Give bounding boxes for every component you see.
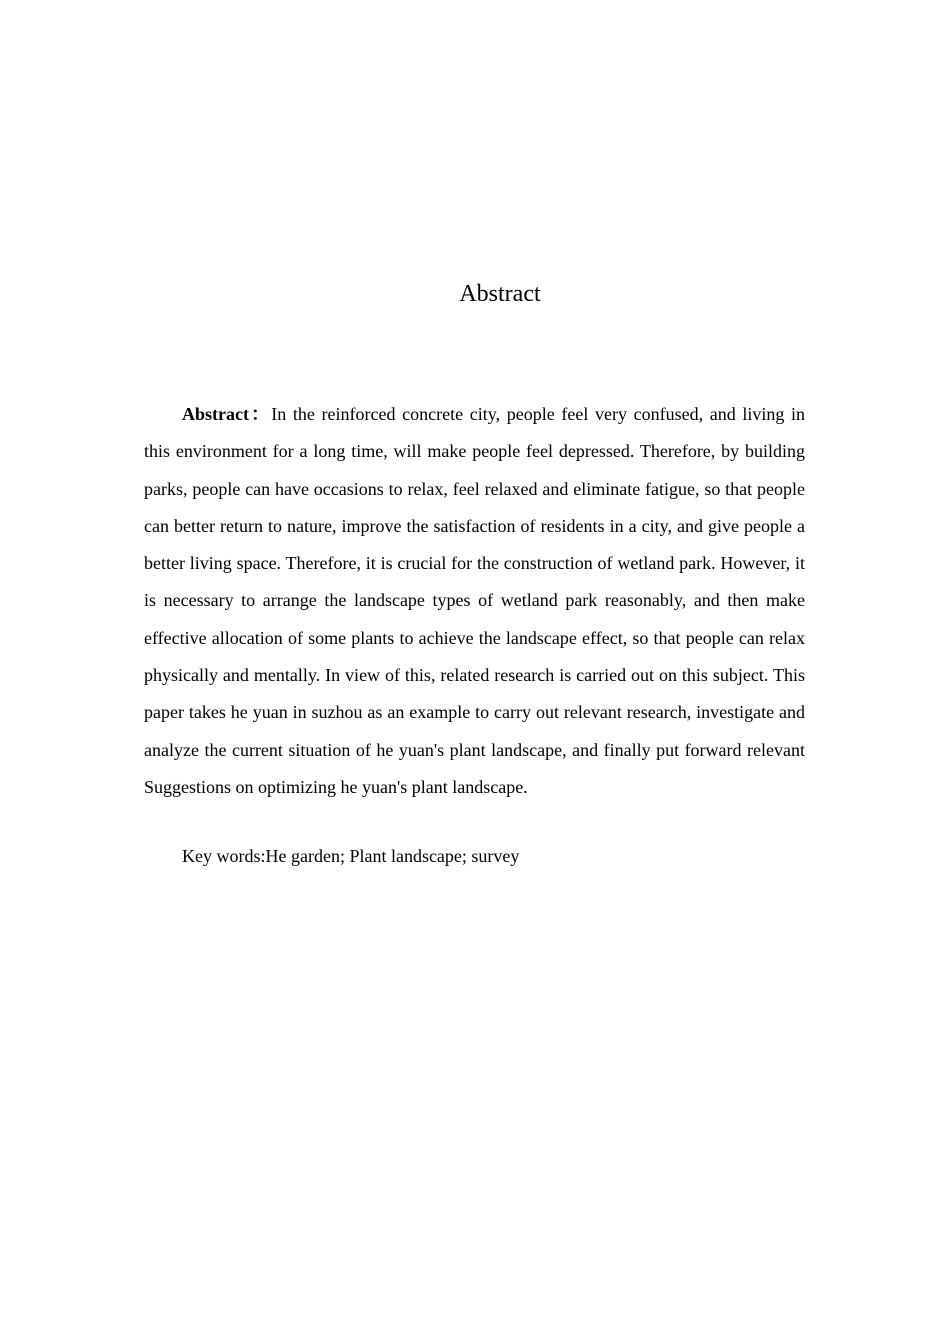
abstract-body-text: In the reinforced concrete city, people feel very confused, and living in this environment for a long time, will make people feel depressed. Therefore, by building parks, people can have occasions to relax, feel relaxed and eliminate fatigue, so that people can better return to nature, improve the satisfaction of residents in a city, and give people a better living space. Therefore, it is crucial for the construction of wetland park. However, it is necessary to arrange the landscape types of wetland park reasonably, and then make effective allocation of some plants to achieve the landscape effect, so that people can relax physically and mentally. In view of this, related research is carried out on this subject. This paper takes he yuan in suzhou as an example to carry out relevant research, investigate and analyze the current situation of he yuan's plant landscape, and finally put forward relevant Suggestions on optimizing he yuan's plant landscape.	[144, 404, 805, 797]
keywords-line: Key words:He garden; Plant landscape; survey	[182, 846, 520, 866]
abstract-label: Abstract：	[182, 404, 272, 424]
page-title: Abstract	[459, 281, 541, 307]
abstract-paragraph	[144, 396, 805, 806]
